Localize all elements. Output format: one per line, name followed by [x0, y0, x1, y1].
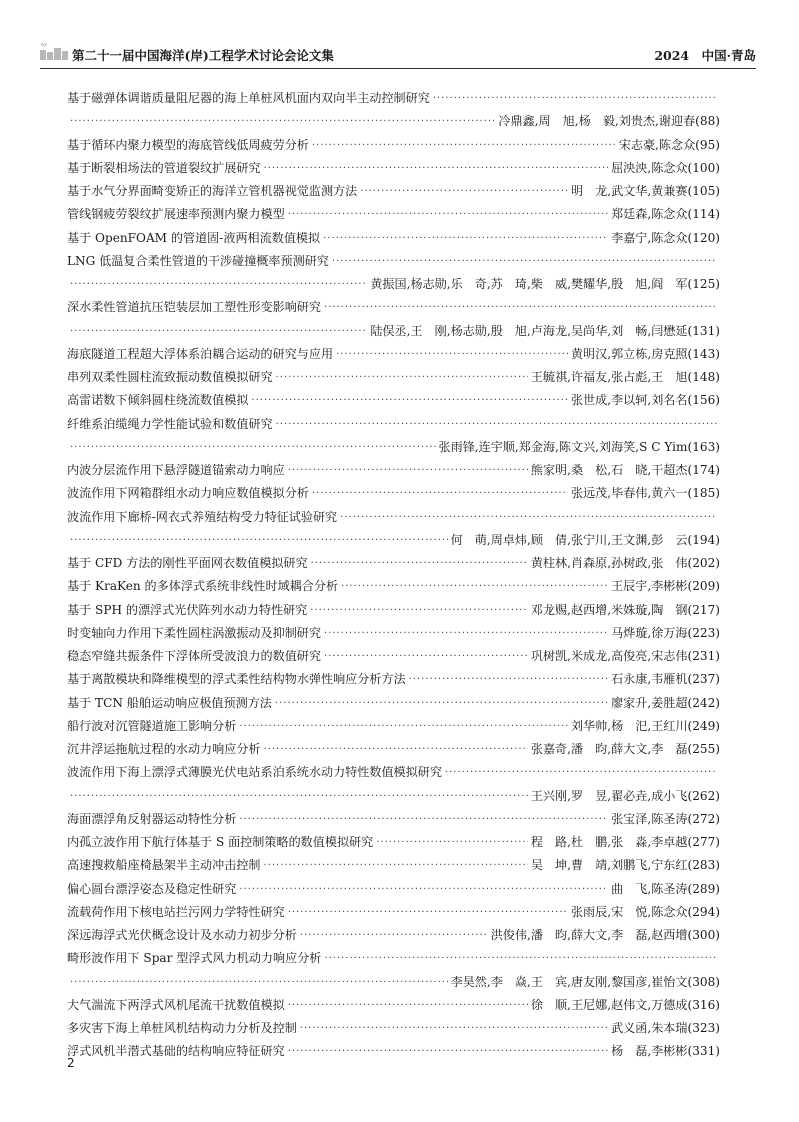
toc-entry-line: [67, 785, 720, 808]
dot-leader: [312, 482, 568, 505]
toc-entry-authors-page: 王兴刚,罗 昱,翟必垚,成小飞(262): [530, 788, 720, 803]
dot-leader: [360, 180, 568, 203]
toc-entry-title: 基于离散模块和降维模型的浮式柔性结构物水弹性响应分析方法: [67, 672, 406, 687]
toc-entry-line: [67, 296, 720, 319]
dot-leader: [324, 296, 717, 319]
dot-leader: [70, 436, 436, 459]
dot-leader: [323, 227, 608, 250]
toc-entry-line: [67, 250, 720, 273]
toc-entry-line: [67, 692, 720, 715]
toc-entry-authors-page: 熊家明,桑 松,石 晓,干超杰(174): [530, 463, 720, 477]
dot-leader: [70, 320, 367, 343]
dot-leader: [288, 203, 608, 226]
dot-leader: [275, 692, 608, 715]
toc-entry-authors-page: 陆俣丞,王 刚,杨志勋,殷 旭,卢海龙,吴尚华,刘 畅,闫懋延(131): [370, 323, 720, 338]
toc-entry-title: 内波分层流作用下悬浮隧道锚索动力响应: [67, 463, 285, 477]
toc-entry-title: 基于 SPH 的漂浮式光伏阵列水动力特性研究: [67, 602, 308, 617]
toc-entry-authors-page: 杨 磊,李彬彬(331): [611, 1044, 720, 1059]
dot-leader: [409, 668, 608, 691]
dot-leader: [239, 715, 568, 738]
toc-entry-authors-page: 邓龙赐,赵西增,米姝璇,陶 钢(217): [530, 602, 720, 617]
toc-entry-line: [67, 1040, 720, 1063]
dot-leader: [312, 134, 616, 157]
toc-entry-title: 串列双柔性圆柱流致振动数值模拟研究: [67, 370, 273, 384]
toc-entry-title: 基于 TCN 船舶运动响应极值预测方法: [67, 695, 272, 710]
dot-leader: [70, 785, 528, 808]
toc-entry-title: 高速搜救船座椅悬架半主动冲击控制: [67, 858, 261, 873]
toc-entry-title: 大气湍流下两浮式风机尾流干扰数值模拟: [67, 997, 285, 1012]
toc-entry-title: 基于 KraKen 的多体浮式系统非线性时域耦合分析: [67, 579, 339, 594]
dot-leader: [288, 1040, 608, 1063]
toc-entry-title: LNG 低温复合柔性管道的干涉碰撞概率预测研究: [67, 253, 329, 268]
toc-entry-title: 内孤立波作用下航行体基于 S 面控制策略的数值模拟研究: [67, 835, 374, 849]
toc-entry-line: [67, 575, 720, 598]
dot-leader: [264, 738, 528, 761]
toc-entry-line: [67, 994, 720, 1017]
toc-entry-title: 偏心圆台漂浮姿态及稳定性研究: [67, 881, 237, 896]
dot-leader: [324, 645, 528, 668]
toc-entry-authors-page: 张宝泽,陈圣涛(272): [611, 811, 720, 826]
toc-entry-line: [67, 761, 720, 784]
toc-entry-title: 海面漂浮角反射器运动特性分析: [67, 811, 237, 826]
toc-entry-title: 深远海浮式光伏概念设计及水动力初步分析: [67, 928, 297, 942]
toc-entry-line: [67, 622, 720, 645]
dot-leader: [264, 157, 609, 180]
toc-entry-title: 波流作用下网箱群组水动力响应数值模拟分析: [67, 486, 309, 501]
toc-entry-authors-page: 何 萌,周卓炜,顾 倩,张宁川,王文渊,彭 云(194): [450, 532, 720, 547]
toc-entry-line: [67, 134, 720, 157]
table-of-contents: [67, 87, 720, 1064]
toc-entry-line: [67, 413, 720, 436]
toc-entry-authors-page: 马烨璇,徐万海(223): [611, 625, 720, 640]
dot-leader: [70, 110, 495, 133]
toc-entry-authors-page: 武义函,朱本瑞(323): [611, 1021, 720, 1035]
toc-entry-authors-page: 王毓祺,许福友,张占彪,王 旭(148): [530, 370, 720, 384]
toc-entry-line: [67, 482, 720, 505]
toc-entry-line: [67, 947, 720, 970]
toc-entry-title: 基于循环内聚力模型的海底管线低周疲劳分析: [67, 137, 309, 152]
toc-entry-line: [67, 831, 720, 854]
toc-entry-authors-page: 张嘉奇,潘 昀,薛大文,李 磊(255): [530, 742, 720, 756]
toc-entry-authors-page: 黄明汉,郭立栋,房克照(143): [570, 346, 720, 361]
toc-entry-authors-page: 徐 顺,王尼娜,赵伟文,万德成(316): [530, 997, 720, 1012]
toc-entry-line: [67, 715, 720, 738]
toc-entry-title: 高雷诺数下倾斜圆柱绕流数值模拟: [67, 393, 249, 408]
toc-entry-line: [67, 180, 720, 203]
dot-leader: [340, 506, 717, 529]
dot-leader: [70, 529, 448, 552]
toc-entry-authors-page: 郑廷森,陈念众(114): [611, 207, 720, 222]
toc-entry-line: [67, 878, 720, 901]
toc-entry-title: 浮式风机半潜式基础的结构响应特征研究: [67, 1044, 285, 1059]
toc-entry-authors-page: 明 龙,武文华,黄兼赛(105): [570, 184, 720, 198]
toc-entry-line: [67, 389, 720, 412]
toc-entry-title: 波流作用下海上漂浮式薄膜光伏电站系泊系统水动力特性数值模拟研究: [67, 765, 442, 780]
dot-leader: [300, 1017, 608, 1040]
toc-entry-line: [67, 459, 720, 482]
toc-entry-title: 管线钢疲劳裂纹扩展速率预测内聚力模型: [67, 207, 285, 222]
dot-leader: [276, 413, 717, 436]
toc-entry-authors-page: 李昊然,李 焱,王 宾,唐友刚,黎国彦,崔怡文(308): [450, 974, 720, 989]
book-logo-icon: ‹‹‹: [40, 46, 70, 64]
toc-entry-line: [67, 808, 720, 831]
toc-entry-line: [67, 157, 720, 180]
toc-entry-authors-page: 吴 坤,曹 靖,刘鹏飞,宁东红(283): [530, 858, 720, 873]
toc-entry-line: [67, 668, 720, 691]
dot-leader: [324, 622, 608, 645]
page-header: [40, 40, 756, 69]
conference-title: 第二十一届中国海洋(岸)工程学术讨论会论文集: [72, 48, 334, 63]
dot-leader: [239, 878, 608, 901]
toc-entry-title: 波流作用下廊桥-网衣式养殖结构受力特征试验研究: [67, 509, 338, 524]
toc-entry-authors-page: 王辰宇,李彬彬(209): [611, 579, 720, 594]
toc-entry-authors-page: 黄柱林,肖森原,孙树政,张 伟(202): [530, 556, 720, 570]
toc-entry-line: [67, 1017, 720, 1040]
dot-leader: [300, 924, 488, 947]
toc-entry-line: [67, 203, 720, 226]
toc-entry-authors-page: 刘华帅,杨 汜,王红川(249): [570, 718, 720, 733]
toc-entry-authors-page: 石永康,韦雁机(237): [611, 672, 720, 687]
toc-entry-title: 基于水气分界面畸变矫正的海洋立管机器视觉监测方法: [67, 184, 358, 198]
toc-entry-line: [67, 320, 720, 343]
toc-entry-title: 流载荷作用下核电站拦污网力学特性研究: [67, 904, 285, 919]
toc-entry-title: 基于 OpenFOAM 的管道固-液两相流数值模拟: [67, 230, 321, 245]
dot-leader: [251, 389, 568, 412]
toc-entry-authors-page: 冷鼎鑫,周 旭,杨 毅,刘贵杰,谢迎春(88): [498, 114, 720, 129]
dot-leader: [445, 761, 717, 784]
toc-entry-title: 稳态窄缝共振条件下浮体所受波浪力的数值研究: [67, 649, 321, 663]
toc-entry-title: 多灾害下海上单桩风机结构动力分析及控制: [67, 1021, 297, 1035]
toc-entry-authors-page: 张雨锋,连宇顺,郑金海,陈文兴,刘海笑,S C Yim(163): [438, 439, 720, 454]
toc-entry-authors-page: 屈泱泱,陈念众(100): [611, 160, 720, 175]
toc-entry-line: [67, 599, 720, 622]
toc-entry-line: [67, 436, 720, 459]
toc-entry-line: [67, 506, 720, 529]
toc-entry-authors-page: 廖家升,姜胜超(242): [611, 695, 720, 710]
dot-leader: [288, 459, 528, 482]
year-location: 2024 中国·青岛: [654, 48, 756, 63]
toc-entry-title: 深水柔性管道抗压铠装层加工塑性形变影响研究: [67, 300, 321, 315]
toc-entry-line: [67, 227, 720, 250]
toc-entry-line: [67, 738, 720, 761]
dot-leader: [239, 808, 608, 831]
toc-entry-title: 基于断裂相场法的管道裂纹扩展研究: [67, 160, 261, 175]
toc-entry-authors-page: 洪俊伟,潘 昀,薛大文,李 磊,赵西增(300): [490, 928, 720, 942]
dot-leader: [70, 971, 448, 994]
toc-entry-authors-page: 张远茂,毕春伟,黄六一(185): [570, 486, 720, 501]
toc-entry-authors-page: 张雨辰,宋 悦,陈念众(294): [570, 904, 720, 919]
dot-leader: [288, 901, 568, 924]
toc-entry-line: [67, 87, 720, 110]
toc-entry-line: [67, 924, 720, 947]
toc-entry-line: [67, 901, 720, 924]
dot-leader: [332, 250, 717, 273]
toc-entry-line: [67, 343, 720, 366]
toc-entry-authors-page: 程 路,杜 鹏,张 淼,李卓越(277): [530, 835, 720, 849]
dot-leader: [376, 831, 528, 854]
dot-leader: [288, 994, 528, 1017]
dot-leader: [276, 366, 528, 389]
toc-entry-line: [67, 854, 720, 877]
dot-leader: [341, 575, 608, 598]
toc-entry-line: [67, 529, 720, 552]
toc-entry-title: 畸形波作用下 Spar 型浮式风力机动力响应分析: [67, 951, 322, 966]
toc-entry-authors-page: 曲 飞,陈圣涛(289): [611, 881, 720, 896]
toc-entry-authors-page: 宋志豪,陈念众(95): [618, 137, 720, 152]
dot-leader: [264, 854, 528, 877]
toc-entry-line: [67, 366, 720, 389]
toc-entry-authors-page: 李嘉宁,陈念众(120): [611, 230, 720, 245]
toc-entry-authors-page: 张世成,李以轲,刘名名(156): [570, 393, 720, 408]
dot-leader: [433, 87, 717, 110]
toc-entry-title: 船行波对沉管隧道施工影响分析: [67, 718, 237, 733]
toc-entry-title: 基于磁弹体调谐质量阻尼器的海上单桩风机面内双向半主动控制研究: [67, 91, 430, 105]
toc-entry-line: [67, 110, 720, 133]
dot-leader: [336, 343, 568, 366]
toc-entry-authors-page: 巩树凯,米成龙,高俊亮,宋志伟(231): [530, 649, 720, 663]
toc-entry-line: [67, 971, 720, 994]
dot-leader: [70, 273, 367, 296]
dot-leader: [324, 947, 717, 970]
page-number: 2: [67, 1056, 75, 1070]
toc-entry-line: [67, 645, 720, 668]
dot-leader: [311, 552, 528, 575]
toc-entry-title: 时变轴向力作用下柔性圆柱涡激振动及抑制研究: [67, 625, 321, 640]
toc-entry-authors-page: 黄振国,杨志勋,乐 奇,苏 琦,柴 威,樊耀华,殷 旭,阎 军(125): [370, 277, 720, 291]
toc-entry-title: 海底隧道工程超大浮体系泊耦合运动的研究与应用: [67, 346, 334, 361]
toc-entry-line: [67, 552, 720, 575]
dot-leader: [310, 599, 528, 622]
toc-entry-title: 基于 CFD 方法的刚性平面网衣数值模拟研究: [67, 556, 308, 570]
toc-entry-line: [67, 273, 720, 296]
toc-entry-title: 纤维系泊缆绳力学性能试验和数值研究: [67, 416, 273, 431]
toc-entry-title: 沉井浮运拖航过程的水动力响应分析: [67, 742, 261, 756]
